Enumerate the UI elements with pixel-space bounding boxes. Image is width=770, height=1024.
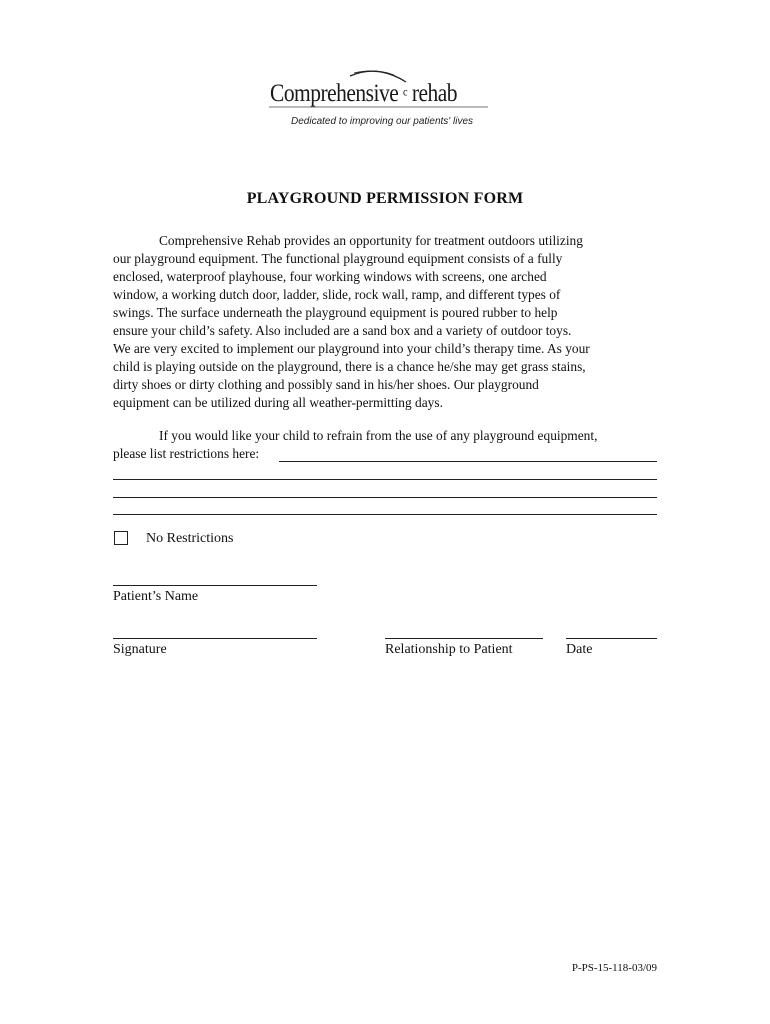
- restrictions-field-line-1[interactable]: [279, 461, 657, 462]
- date-label: Date: [566, 642, 593, 657]
- paragraph-line: our playground equipment. The functional playground equipment consists of a fully: [113, 251, 563, 266]
- restrictions-field-line-3[interactable]: [113, 497, 657, 498]
- restrictions-field-line-2[interactable]: [113, 479, 657, 480]
- paragraph-line: Comprehensive Rehab provides an opportunity for treatment outdoors utilizing: [159, 233, 583, 248]
- logo-swirl-icon: ᶜ: [403, 84, 407, 106]
- form-code: P-PS-15-118-03/09: [571, 962, 657, 974]
- patient-name-field[interactable]: [113, 585, 317, 586]
- paragraph-line: We are very excited to implement our playground into your child’s therapy time. As your: [113, 341, 590, 356]
- intro-paragraph: [113, 232, 658, 412]
- signature-label: Signature: [113, 642, 167, 657]
- no-restrictions-label: No Restrictions: [146, 531, 234, 546]
- paragraph-line: equipment can be utilized during all weather-permitting days.: [113, 395, 443, 410]
- patient-name-label: Patient’s Name: [113, 589, 199, 604]
- restrictions-field-line-4[interactable]: [113, 514, 657, 515]
- no-restrictions-checkbox[interactable]: [114, 531, 128, 545]
- company-logo: [266, 66, 496, 136]
- logo-name-right: rehab: [411, 80, 458, 107]
- paragraph-line: dirty shoes or dirty clothing and possibly sand in his/her shoes. Our playground: [113, 377, 539, 392]
- logo-name-left: Comprehensive: [270, 80, 399, 107]
- relationship-field[interactable]: [385, 638, 543, 639]
- relationship-label: Relationship to Patient: [385, 642, 513, 657]
- paragraph-line: ensure your child’s safety. Also included are a sand box and a variety of outdoor toys.: [113, 323, 572, 338]
- paragraph-line: window, a working dutch door, ladder, slide, rock wall, ramp, and different types of: [113, 287, 561, 302]
- logo-wordmark: [270, 80, 457, 108]
- paragraph-line: enclosed, waterproof playhouse, four working windows with screens, one arched: [113, 269, 547, 284]
- logo-tagline: Dedicated to improving our patients' lives: [291, 116, 474, 127]
- restrictions-label: please list restrictions here:: [113, 446, 260, 461]
- paragraph-line: swings. The surface underneath the playground equipment is poured rubber to help: [113, 305, 558, 320]
- restrictions-paragraph: [113, 427, 658, 463]
- form-title: PLAYGROUND PERMISSION FORM: [246, 190, 524, 207]
- signature-field[interactable]: [113, 638, 317, 639]
- paragraph-line: If you would like your child to refrain from the use of any playground equipment,: [159, 428, 598, 443]
- date-field[interactable]: [566, 638, 657, 639]
- paragraph-line: child is playing outside on the playground, there is a chance he/she may get grass stains,: [113, 359, 586, 374]
